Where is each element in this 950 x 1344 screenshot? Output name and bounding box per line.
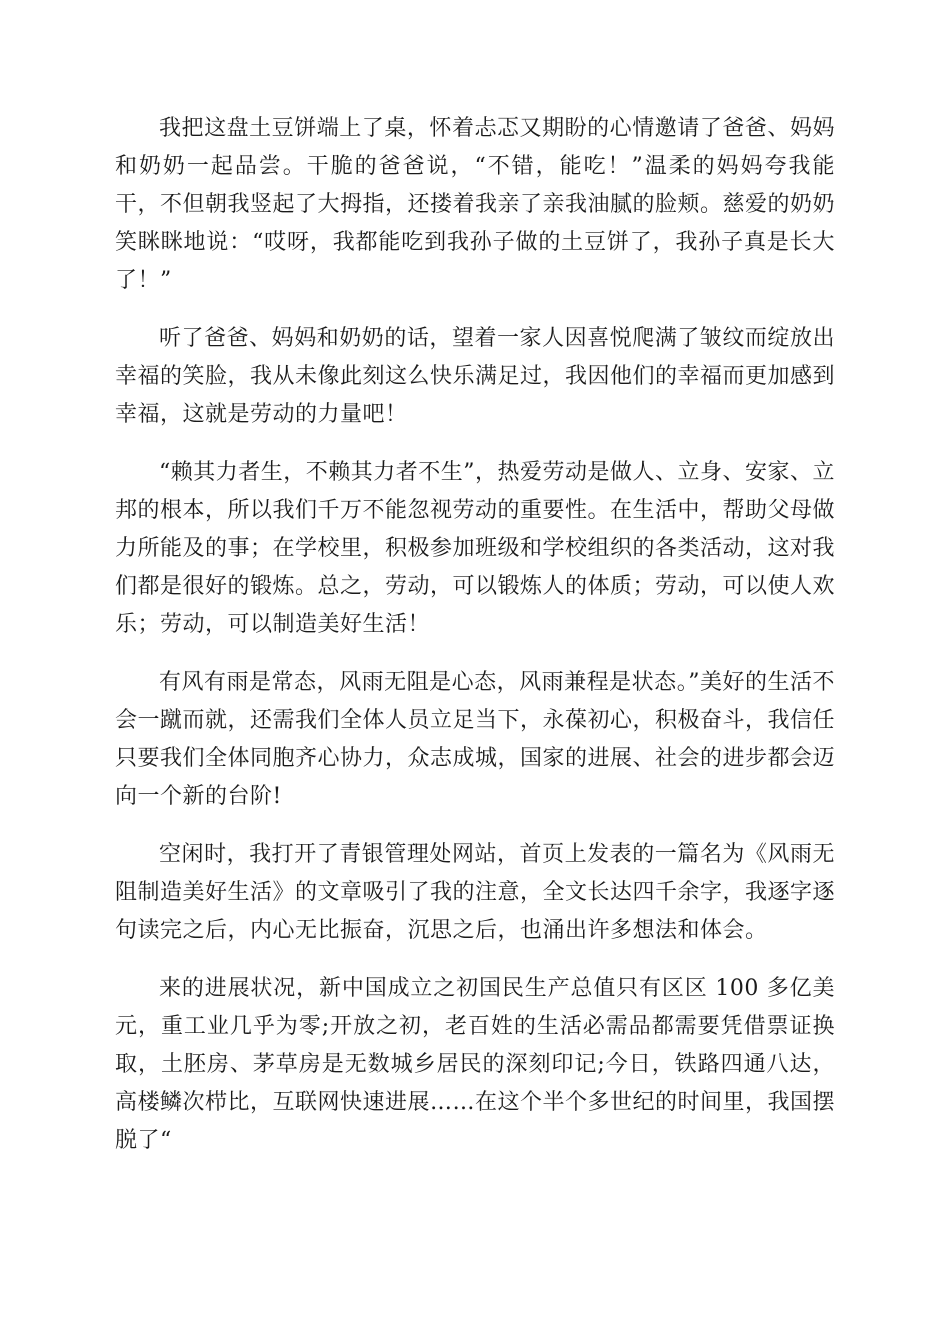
- document-body: [115, 110, 835, 1180]
- paragraph-1: 我把这盘土豆饼端上了桌，怀着忐忑又期盼的心情邀请了爸爸、妈妈和奶奶一起品尝。干脆的爸爸说，“不错，能吃！”温柔的妈妈夸我能干，不但朝我竖起了大拇指，还搂着我亲了亲我油腻的脸颊。慈爱的奶奶笑眯眯地说：“哎呀，我都能吃到我孙子做的土豆饼了，我孙子真是长大了！”: [115, 116, 836, 293]
- paragraph-2: 听了爸爸、妈妈和奶奶的话，望着一家人因喜悦爬满了皱纹而绽放出幸福的笑脸，我从未像此刻这么快乐满足过，我因他们的幸福而更加感到幸福，这就是劳动的力量吧！: [115, 326, 836, 427]
- paragraph-6: 来的进展状况，新中国成立之初国民生产总值只有区区 100 多亿美元，重工业几乎为零;开放之初，老百姓的生活必需品都需要凭借票证换取，土胚房、茅草房是无数城乡居民的深刻印记;今日，铁路四通八达，高楼鳞次栉比，互联网快速进展……在这个半个多世纪的时间里，我国摆脱了“: [115, 976, 836, 1153]
- paragraph-5: 空闲时，我打开了青银管理处网站，首页上发表的一篇名为《风雨无阻制造美好生活》的文章吸引了我的注意，全文长达四千余字，我逐字逐句读完之后，内心无比振奋，沉思之后，也涌出许多想法和体会。: [115, 842, 836, 943]
- paragraph-3: “赖其力者生，不赖其力者不生”，热爱劳动是做人、立身、安家、立邦的根本，所以我们千万不能忽视劳动的重要性。在生活中，帮助父母做力所能及的事；在学校里，积极参加班级和学校组织的各类活动，这对我们都是很好的锻炼。总之，劳动，可以锻炼人的体质；劳动，可以使人欢乐；劳动，可以制造美好生活！: [115, 460, 836, 637]
- paragraph-4: 有风有雨是常态，风雨无阻是心态，风雨兼程是状态。”美好的生活不会一蹴而就，还需我们全体人员立足当下，永葆初心，积极奋斗，我信任只要我们全体同胞齐心协力，众志成城，国家的进展、社会的进步都会迈向一个新的台阶!: [115, 670, 836, 809]
